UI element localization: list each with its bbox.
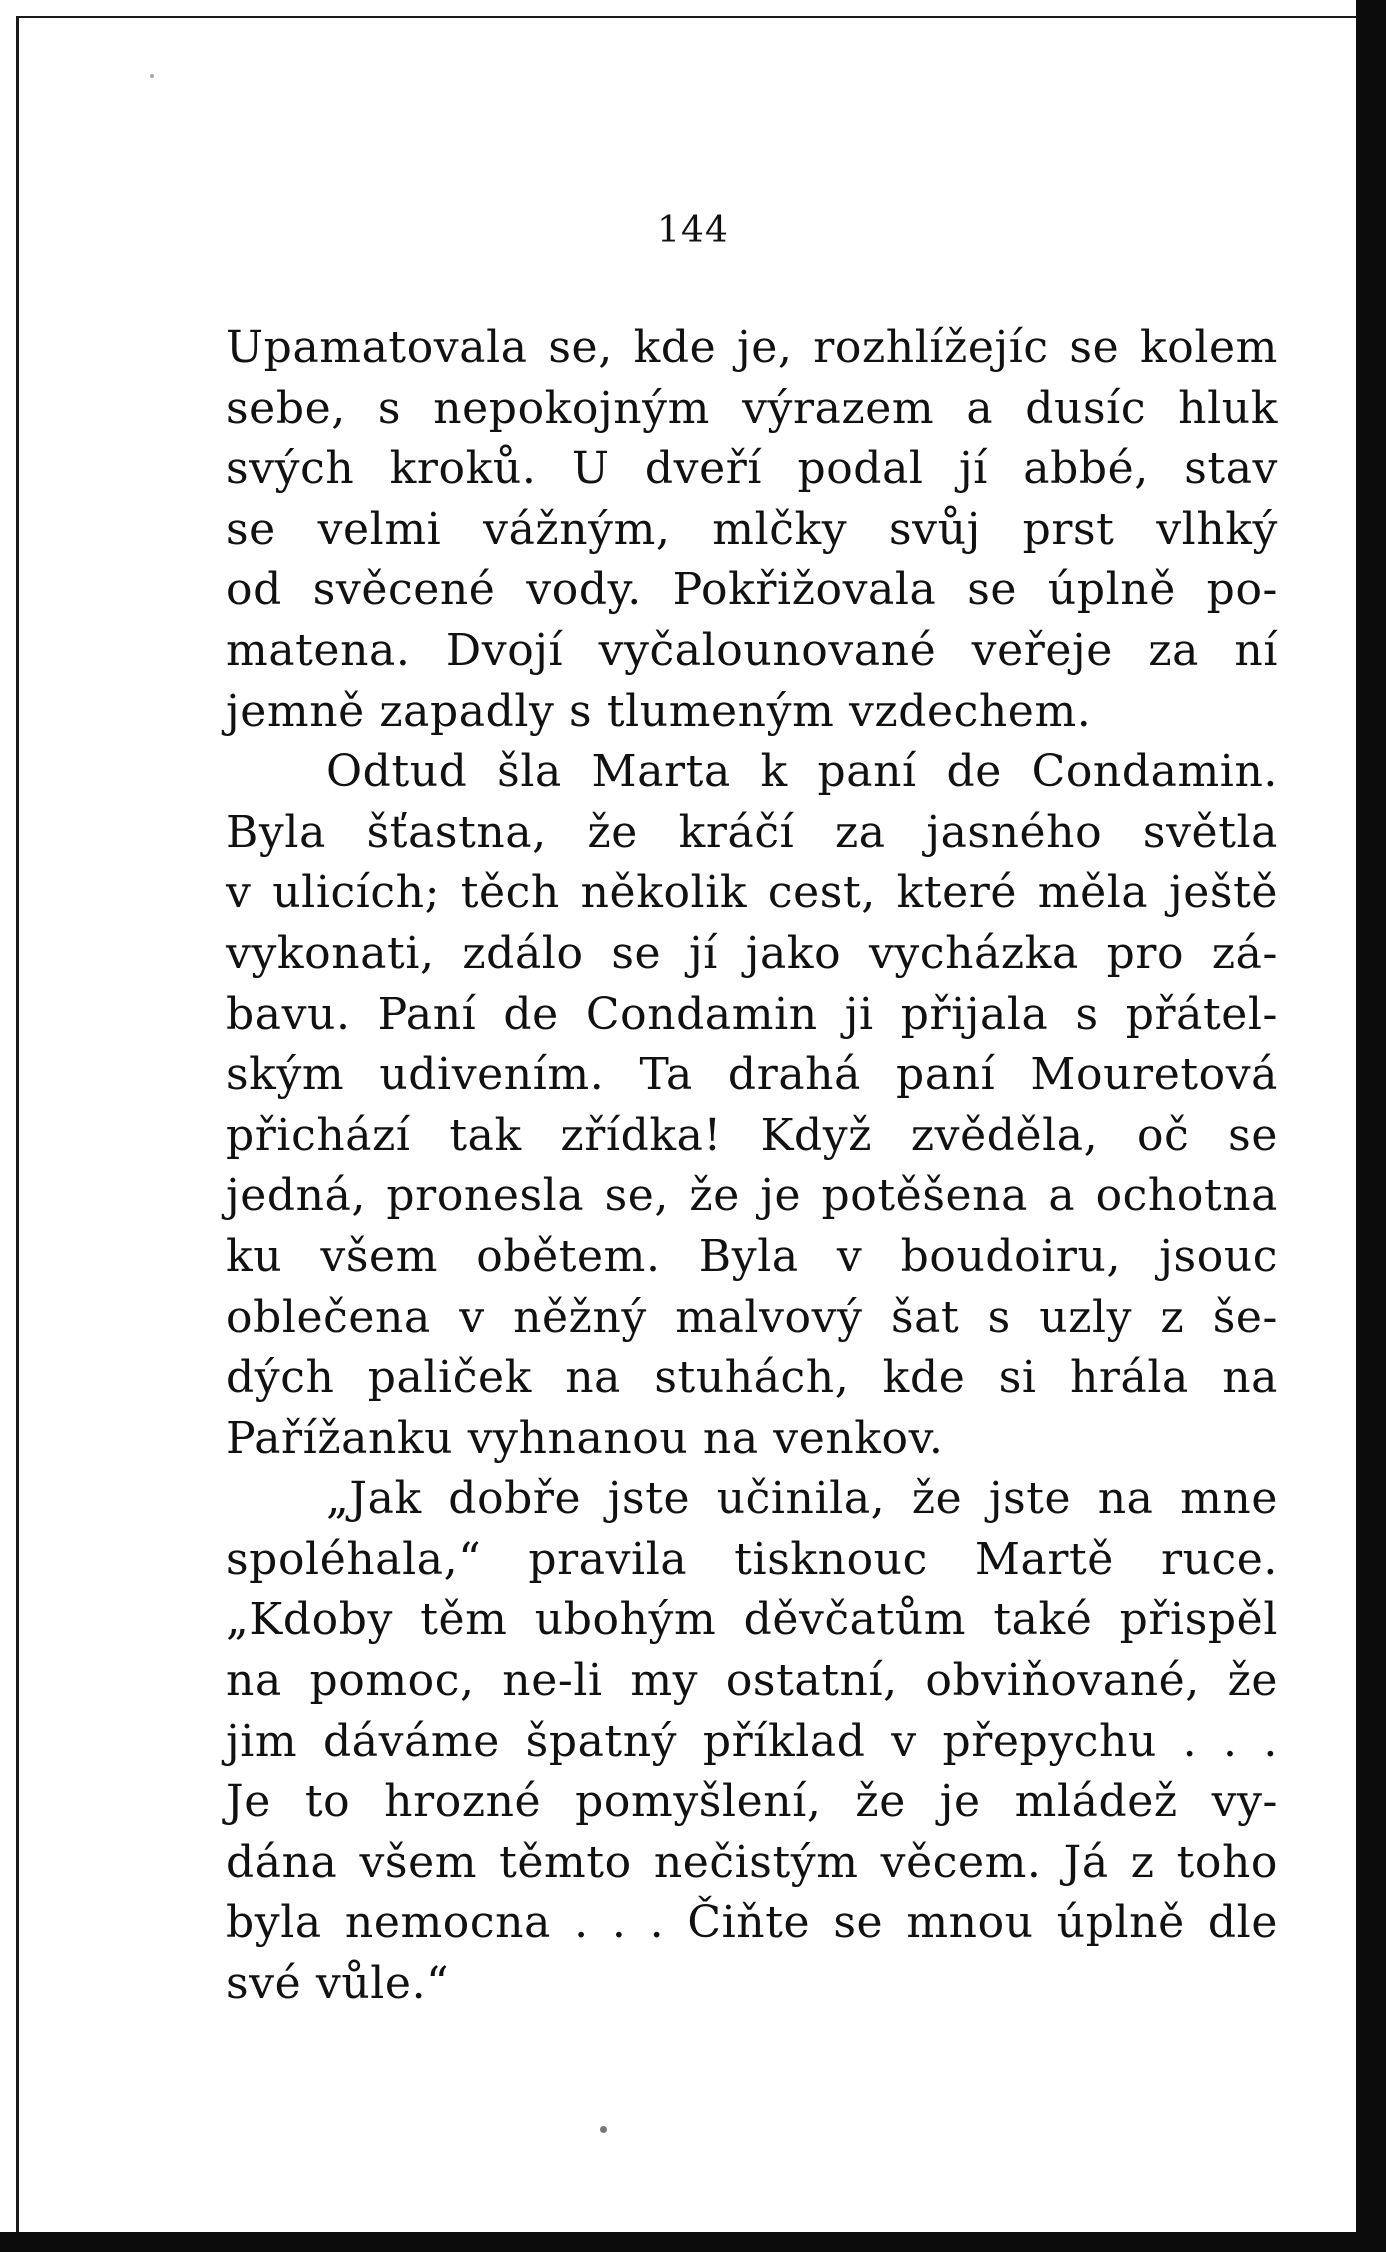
body-text	[226, 318, 1278, 2015]
paragraph-start-line: Odtud šla Marta k paní de Condamin.	[326, 746, 1278, 798]
text-line: ku všem obětem. Byla v boudoiru, jsouc	[226, 1230, 1278, 1282]
text-line: na pomoc, ne-li my ostatní, obviňované, že	[226, 1655, 1278, 1707]
scan-edge-bottom	[0, 2232, 1386, 2252]
text-line: dých paliček na stuhách, kde si hrála na	[226, 1352, 1278, 1404]
text-line: matena. Dvojí vyčalounované veřeje za ní	[226, 624, 1278, 676]
text-line: v ulicích; těch několik cest, které měla ještě	[226, 867, 1278, 919]
text-line: byla nemocna . . . Čiňte se mnou úplně dle	[226, 1897, 1278, 1949]
text-line: jim dáváme špatný příklad v přepychu . . .	[226, 1715, 1278, 1767]
text-line: vykonati, zdálo se jí jako vycházka pro zá-	[226, 927, 1278, 979]
paragraph-start-line: „Jak dobře jste učinila, že jste na mne	[326, 1473, 1278, 1525]
page-number: 144	[657, 210, 729, 251]
text-line: Byla šťastna, že kráčí za jasného světla	[226, 806, 1278, 858]
text-line: bavu. Paní de Condamin ji přijala s přátel-	[226, 988, 1278, 1040]
paragraph-end-line: Pařížanku vyhnanou na venkov.	[226, 1412, 944, 1464]
text-line: od svěcené vody. Pokřižovala se úplně po-	[226, 564, 1278, 616]
scan-edge-right	[1356, 0, 1386, 2252]
paper-speck	[150, 74, 154, 78]
text-line: Upamatovala se, kde je, rozhlížejíc se kolem	[226, 322, 1278, 373]
text-line: ským udivením. Ta drahá paní Mouretová	[226, 1049, 1278, 1101]
paper-speck	[600, 2126, 607, 2133]
text-line: Je to hrozné pomyšlení, že je mládež vy-	[226, 1776, 1278, 1828]
text-line: jedná, pronesla se, že je potěšena a ochotna	[226, 1170, 1278, 1222]
text-line: sebe, s nepokojným výrazem a dusíc hluk	[226, 382, 1278, 434]
text-line: oblečena v něžný malvový šat s uzly z še-	[226, 1291, 1278, 1343]
text-line: se velmi vážným, mlčky svůj prst vlhký	[226, 503, 1278, 555]
text-line: svých kroků. U dveří podal jí abbé, stav	[226, 443, 1278, 495]
paragraph-end-line: jemně zapadly s tlumeným vzdechem.	[226, 685, 1092, 737]
paragraph-end-line: své vůle.“	[226, 1958, 450, 2010]
text-line: spoléhala,“ pravila tisknouc Martě ruce.	[226, 1533, 1278, 1585]
text-line: „Kdoby těm ubohým děvčatům také přispěl	[226, 1594, 1278, 1646]
text-line: přichází tak zřídka! Když zvěděla, oč se	[226, 1109, 1278, 1161]
text-line: dána všem těmto nečistým věcem. Já z toho	[226, 1836, 1278, 1888]
